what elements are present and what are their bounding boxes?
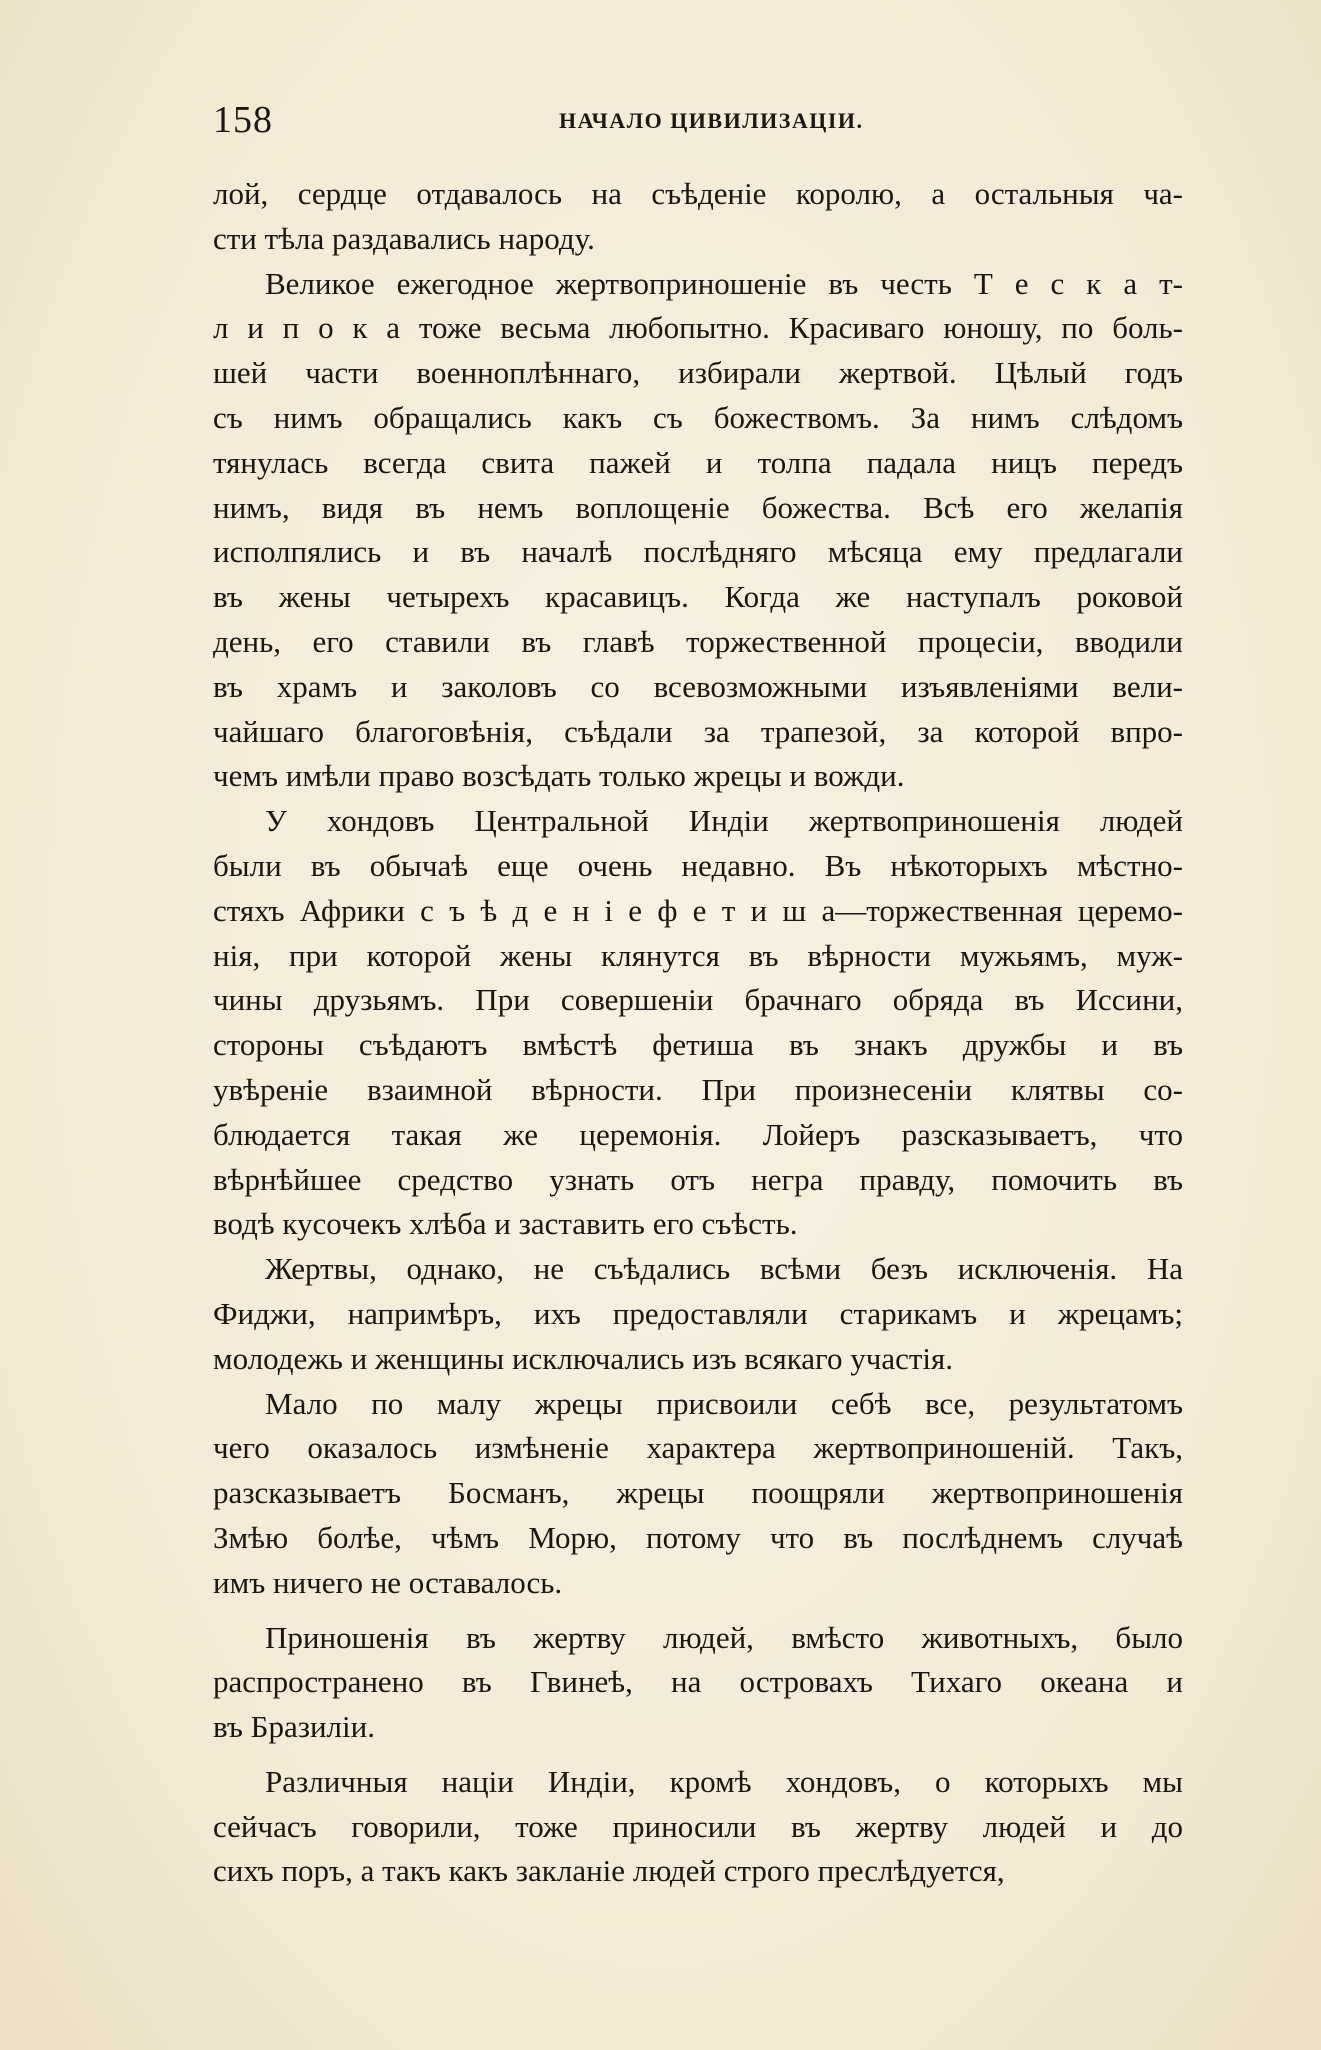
text-line: въ Бразиліи. xyxy=(213,1709,375,1745)
text-line: распространено въ Гвинеѣ, на островахъ Тихаго океана и xyxy=(213,1664,1183,1700)
body-text xyxy=(213,172,1183,1894)
text-line: Различныя націи Индіи, кромѣ хондовъ, о которыхъ мы xyxy=(265,1763,1183,1799)
text-line: стяхъ Африки с ъ ѣ д е н і е ф е т и ш а—торжественная церемо- xyxy=(213,892,1183,928)
text-line: Жертвы, однако, не съѣдались всѣми безъ исключенія. На xyxy=(265,1251,1183,1287)
paragraph xyxy=(213,1382,1183,1606)
paragraph xyxy=(213,1616,1183,1750)
text-line: Великое ежегодное жертвоприношеніе въ честь Т е с к а т- xyxy=(265,265,1183,301)
paragraph xyxy=(213,262,1183,800)
text-line: водѣ кусочекъ хлѣба и заставить его съѣсть. xyxy=(213,1206,798,1242)
text-line: чины друзьямъ. При совершеніи брачнаго обряда въ Иссини, xyxy=(213,982,1183,1018)
running-title: НАЧАЛО ЦИВИЛИЗАЦІИ. xyxy=(559,108,864,133)
text-line: лой, сердце отдавалось на съѣденіе королю, а остальныя ча- xyxy=(213,176,1183,211)
text-line: чайшаго благоговѣнія, съѣдали за трапезой, за которой впро- xyxy=(213,713,1183,749)
text-line: сейчасъ говорили, тоже приносили въ жертву людей и до xyxy=(213,1808,1183,1844)
text-line: Мало по малу жрецы присвоили себѣ все, результатомъ xyxy=(265,1385,1183,1421)
text-line: шей части военноплѣннаго, избирали жертвой. Цѣлый годъ xyxy=(213,355,1183,391)
page-header xyxy=(213,98,1183,146)
text-line: тянулась всегда свита пажей и толпа падала ницъ передъ xyxy=(213,444,1183,480)
paragraph-gap xyxy=(213,1606,1183,1616)
text-line: блюдается такая же церемонія. Лойеръ разсказываетъ, что xyxy=(213,1116,1183,1152)
text-line: У хондовъ Центральной Индіи жертвоприношенія людей xyxy=(265,803,1183,839)
text-line: сти тѣла раздавались народу. xyxy=(213,220,595,256)
text-line: вѣрнѣйшее средство узнать отъ негра правду, помочить въ xyxy=(213,1161,1183,1197)
text-line: нимъ, видя въ немъ воплощеніе божества. Всѣ его желапія xyxy=(213,489,1183,525)
text-line: увѣреніе взаимной вѣрности. При произнесеніи клятвы со- xyxy=(213,1071,1183,1107)
text-line: чемъ имѣли право возсѣдать только жрецы и вожди. xyxy=(213,758,905,794)
page-number: 158 xyxy=(213,99,273,141)
text-line: съ нимъ обращались какъ съ божествомъ. За нимъ слѣдомъ xyxy=(213,399,1183,435)
text-line: стороны съѣдаютъ вмѣстѣ фетиша въ знакъ дружбы и въ xyxy=(213,1027,1183,1063)
text-line: л и п о к а тоже весьма любопытно. Красиваго юношу, по боль- xyxy=(213,310,1183,346)
text-line: Змѣю болѣе, чѣмъ Морю, потому что въ послѣднемъ случаѣ xyxy=(213,1519,1183,1555)
paragraph xyxy=(213,172,1183,262)
text-line: нія, при которой жены клянутся въ вѣрности мужьямъ, муж- xyxy=(213,937,1183,973)
text-line: чего оказалось измѣненіе характера жертвоприношеній. Такъ, xyxy=(213,1430,1183,1466)
paragraph-gap xyxy=(213,1750,1183,1760)
text-line: молодежь и женщины исключались изъ всякаго участія. xyxy=(213,1340,954,1376)
text-line: имъ ничего не оставалось. xyxy=(213,1564,563,1600)
text-line: исполпялись и въ началѣ послѣдняго мѣсяца ему предлагали xyxy=(213,534,1183,570)
paragraph xyxy=(213,1247,1183,1381)
text-line: въ храмъ и заколовъ со всевозможными изъявленіями вели- xyxy=(213,668,1183,704)
text-line: день, его ставили въ главѣ торжественной процесіи, вводили xyxy=(213,623,1183,659)
paragraph xyxy=(213,799,1183,1247)
text-line: были въ обычаѣ еще очень недавно. Въ нѣкоторыхъ мѣстно- xyxy=(213,847,1183,883)
text-line: сихъ поръ, а такъ какъ закланіе людей строго преслѣдуется, xyxy=(213,1853,1005,1889)
text-line: Фиджи, напримѣръ, ихъ предоставляли старикамъ и жрецамъ; xyxy=(213,1295,1183,1331)
text-line: разсказываетъ Босманъ, жрецы поощряли жертвоприношенія xyxy=(213,1475,1183,1511)
text-line: Приношенія въ жертву людей, вмѣсто животныхъ, было xyxy=(265,1619,1183,1655)
text-line: въ жены четырехъ красавицъ. Когда же наступалъ роковой xyxy=(213,579,1183,615)
paragraph xyxy=(213,1760,1183,1894)
